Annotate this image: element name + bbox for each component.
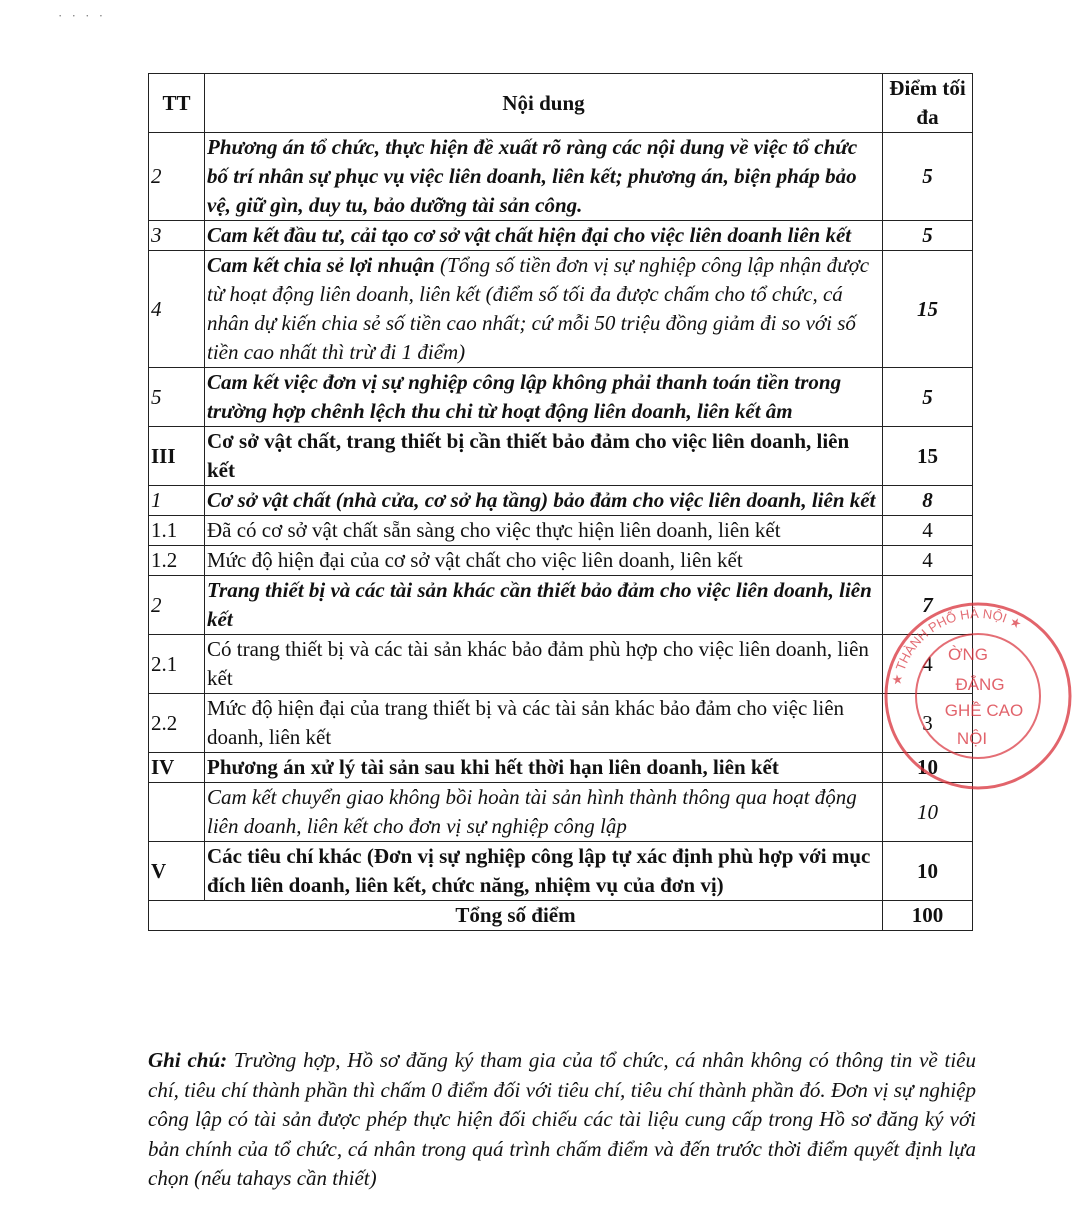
table-row — [149, 133, 973, 221]
table-row — [149, 546, 973, 576]
row-number: 1.2 — [149, 546, 205, 576]
row-content: Phương án xử lý tài sản sau khi hết thời hạn liên doanh, liên kết — [205, 753, 883, 783]
table-row — [149, 753, 973, 783]
row-points: 4 — [883, 635, 973, 694]
row-content: Cơ sở vật chất (nhà cửa, cơ sở hạ tầng) bảo đảm cho việc liên doanh, liên kết — [205, 486, 883, 516]
table-row — [149, 486, 973, 516]
total-row — [149, 901, 973, 931]
row-number: 1 — [149, 486, 205, 516]
row-number — [149, 783, 205, 842]
row-points: 15 — [883, 427, 973, 486]
row-number: V — [149, 842, 205, 901]
header-max-points: Điểm tối đa — [883, 74, 973, 133]
header-tt: TT — [149, 74, 205, 133]
row-content: Cam kết đầu tư, cải tạo cơ sở vật chất hiện đại cho việc liên doanh liên kết — [205, 221, 883, 251]
row-number: 3 — [149, 221, 205, 251]
stamp-text-line: ĐẲNG — [955, 675, 1005, 694]
stamp-ring-text: ★ THÀNH PHỐ HÀ NỘI ★ — [888, 605, 1025, 687]
row-number: 2.1 — [149, 635, 205, 694]
row-points: 5 — [883, 368, 973, 427]
header-content: Nội dung — [205, 74, 883, 133]
row-points: 7 — [883, 576, 973, 635]
row-number: 2 — [149, 133, 205, 221]
table-row — [149, 251, 973, 368]
row-number: 1.1 — [149, 516, 205, 546]
stamp-text-line: ỜNG — [947, 645, 989, 664]
table-row — [149, 694, 973, 753]
table-row — [149, 516, 973, 546]
row-content: Cơ sở vật chất, trang thiết bị cần thiết bảo đảm cho việc liên doanh, liên kết — [205, 427, 883, 486]
table-row — [149, 368, 973, 427]
row-content: Trang thiết bị và các tài sản khác cần thiết bảo đảm cho việc liên doanh, liên kết — [205, 576, 883, 635]
table-row — [149, 221, 973, 251]
row-number: IV — [149, 753, 205, 783]
row-content: Cam kết việc đơn vị sự nghiệp công lập không phải thanh toán tiền trong trường hợp chênh lệch thu chi từ hoạt động liên doanh, liên kết âm — [205, 368, 883, 427]
row-content: Cam kết chuyển giao không bồi hoàn tài sản hình thành thông qua hoạt động liên doanh, liên kết cho đơn vị sự nghiệp công lập — [205, 783, 883, 842]
footnote-text: Trường hợp, Hồ sơ đăng ký tham gia của tổ chức, cá nhân không có thông tin về tiêu chí, tiêu chí thành phần thì chấm 0 điểm đối với tiêu chí, tiêu chí thành phần đó. Đơn vị sự nghiệp công lập có tài sản được phép thực hiện đối chiếu các tài liệu cung cấp trong Hồ sơ đăng ký với bản chính của tổ chức, cá nhân trong quá trình chấm điểm và đến trước thời điểm quyết định lựa chọn (nếu tahays cần thiết) — [148, 1048, 976, 1190]
footnote-lead: Ghi chú: — [148, 1048, 228, 1072]
row-points: 5 — [883, 133, 973, 221]
stamp-text-line: GHỀ CAO — [944, 701, 1024, 720]
row-number: 5 — [149, 368, 205, 427]
row-content — [205, 251, 883, 368]
footnote — [148, 1046, 976, 1194]
total-points: 100 — [883, 901, 973, 931]
row-number: 2.2 — [149, 694, 205, 753]
row-content: Mức độ hiện đại của trang thiết bị và các tài sản khác bảo đảm cho việc liên doanh, liên kết — [205, 694, 883, 753]
row-content: Các tiêu chí khác (Đơn vị sự nghiệp công lập tự xác định phù hợp với mục đích liên doanh, liên kết, chức năng, nhiệm vụ của đơn vị) — [205, 842, 883, 901]
row-content: Đã có cơ sở vật chất sẵn sàng cho việc thực hiện liên doanh, liên kết — [205, 516, 883, 546]
table-row — [149, 783, 973, 842]
row-points: 4 — [883, 546, 973, 576]
scoring-table — [148, 73, 973, 931]
table-row — [149, 427, 973, 486]
table-row — [149, 576, 973, 635]
row-number: 4 — [149, 251, 205, 368]
row-points: 5 — [883, 221, 973, 251]
row-points: 10 — [883, 783, 973, 842]
table-row — [149, 842, 973, 901]
scan-artifact: · · · · — [58, 8, 107, 23]
row-content-bold: Cam kết chia sẻ lợi nhuận — [207, 253, 435, 277]
table-row — [149, 635, 973, 694]
total-label: Tổng số điểm — [149, 901, 883, 931]
table-header-row — [149, 74, 973, 133]
row-points: 10 — [883, 753, 973, 783]
row-number: III — [149, 427, 205, 486]
row-content-rest: (Tổng số tiền đơn vị sự nghiệp công lập nhận được từ hoạt động liên doanh, liên kết (điểm số tối đa được chấm cho tổ chức, cá nhân dự kiến chia sẻ số tiền cao nhất; cứ mỗi 50 triệu đồng giảm đi so với số tiền cao nhất thì trừ đi 1 điểm) — [207, 253, 870, 364]
row-points: 10 — [883, 842, 973, 901]
table-body — [149, 133, 973, 901]
row-content: Mức độ hiện đại của cơ sở vật chất cho việc liên doanh, liên kết — [205, 546, 883, 576]
row-points: 15 — [883, 251, 973, 368]
row-content: Phương án tổ chức, thực hiện đề xuất rõ ràng các nội dung về việc tổ chức bố trí nhân sự phục vụ việc liên doanh, liên kết; phương án, biện pháp bảo vệ, giữ gìn, duy tu, bảo dưỡng tài sản công. — [205, 133, 883, 221]
row-points: 8 — [883, 486, 973, 516]
row-number: 2 — [149, 576, 205, 635]
row-points: 3 — [883, 694, 973, 753]
row-content: Có trang thiết bị và các tài sản khác bảo đảm phù hợp cho việc liên doanh, liên kết — [205, 635, 883, 694]
row-points: 4 — [883, 516, 973, 546]
stamp-text-line: NỘI — [956, 729, 988, 748]
